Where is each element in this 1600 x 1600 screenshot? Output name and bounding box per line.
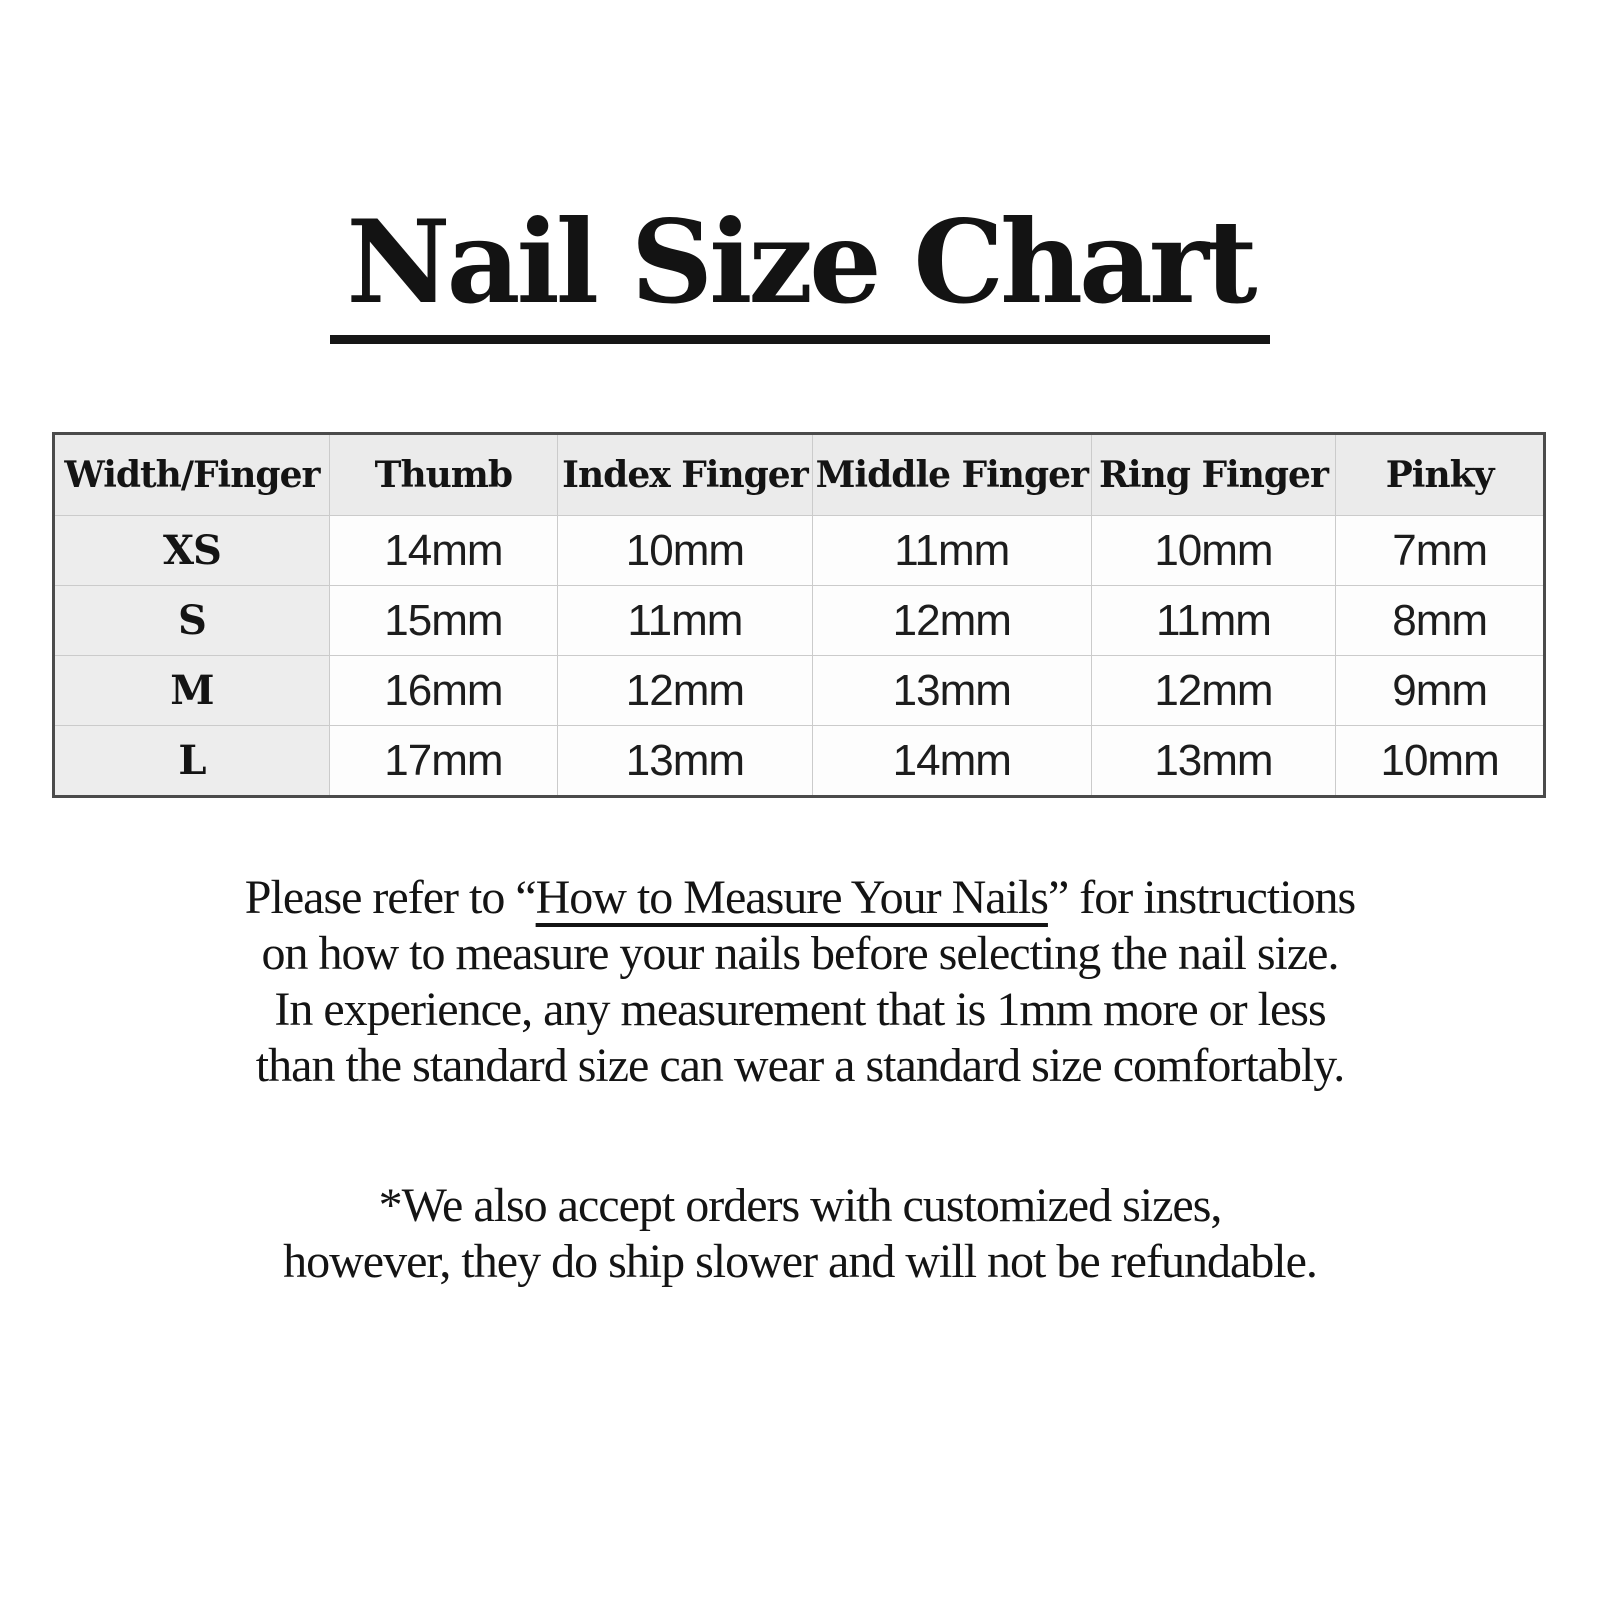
column-header: Pinky bbox=[1336, 434, 1545, 516]
size-value-cell: 9mm bbox=[1336, 656, 1545, 726]
size-value-cell: 7mm bbox=[1336, 516, 1545, 586]
text-segment: *We also accept orders with customized sizes, bbox=[378, 1179, 1222, 1232]
size-table bbox=[52, 432, 1546, 798]
size-value-cell: 12mm bbox=[812, 586, 1091, 656]
column-header: Thumb bbox=[329, 434, 557, 516]
text-line bbox=[0, 1038, 1600, 1094]
column-header: Middle Finger bbox=[812, 434, 1091, 516]
size-value-cell: 10mm bbox=[1091, 516, 1336, 586]
measurement-note bbox=[0, 870, 1600, 1094]
page-title: Nail Size Chart bbox=[330, 205, 1269, 344]
text-segment: Please refer to “ bbox=[244, 871, 536, 924]
size-value-cell: 12mm bbox=[557, 656, 812, 726]
table-row bbox=[54, 516, 1545, 586]
table-row bbox=[54, 586, 1545, 656]
table-row bbox=[54, 656, 1545, 726]
size-value-cell: 14mm bbox=[812, 726, 1091, 797]
size-table-body bbox=[54, 516, 1545, 797]
row-label: S bbox=[54, 586, 330, 656]
size-value-cell: 14mm bbox=[329, 516, 557, 586]
column-header: Width/Finger bbox=[54, 434, 330, 516]
size-value-cell: 15mm bbox=[329, 586, 557, 656]
size-value-cell: 11mm bbox=[812, 516, 1091, 586]
size-value-cell: 13mm bbox=[1091, 726, 1336, 797]
size-value-cell: 17mm bbox=[329, 726, 557, 797]
size-value-cell: 13mm bbox=[812, 656, 1091, 726]
text-line bbox=[0, 1178, 1600, 1234]
column-header: Index Finger bbox=[557, 434, 812, 516]
text-segment: on how to measure your nails before selecting the nail size. bbox=[261, 927, 1339, 980]
text-line bbox=[0, 982, 1600, 1038]
text-segment: ” for instructions bbox=[1047, 871, 1356, 924]
title-wrap bbox=[0, 195, 1600, 344]
table-row bbox=[54, 726, 1545, 797]
column-header: Ring Finger bbox=[1091, 434, 1336, 516]
text-segment: however, they do ship slower and will not be refundable. bbox=[283, 1235, 1317, 1288]
size-value-cell: 16mm bbox=[329, 656, 557, 726]
size-value-cell: 10mm bbox=[557, 516, 812, 586]
custom-sizes-note bbox=[0, 1178, 1600, 1290]
row-label: XS bbox=[54, 516, 330, 586]
text-line bbox=[0, 926, 1600, 982]
size-value-cell: 11mm bbox=[1091, 586, 1336, 656]
text-line bbox=[0, 870, 1600, 926]
size-value-cell: 13mm bbox=[557, 726, 812, 797]
measure-guide-reference: How to Measure Your Nails bbox=[535, 871, 1048, 924]
size-table-header-row bbox=[54, 434, 1545, 516]
size-table-head bbox=[54, 434, 1545, 516]
size-value-cell: 8mm bbox=[1336, 586, 1545, 656]
text-segment: than the standard size can wear a standard size comfortably. bbox=[255, 1039, 1345, 1092]
text-line bbox=[0, 1234, 1600, 1290]
row-label: M bbox=[54, 656, 330, 726]
text-segment: In experience, any measurement that is 1mm more or less bbox=[274, 983, 1326, 1036]
size-value-cell: 12mm bbox=[1091, 656, 1336, 726]
row-label: L bbox=[54, 726, 330, 797]
size-value-cell: 10mm bbox=[1336, 726, 1545, 797]
size-value-cell: 11mm bbox=[557, 586, 812, 656]
